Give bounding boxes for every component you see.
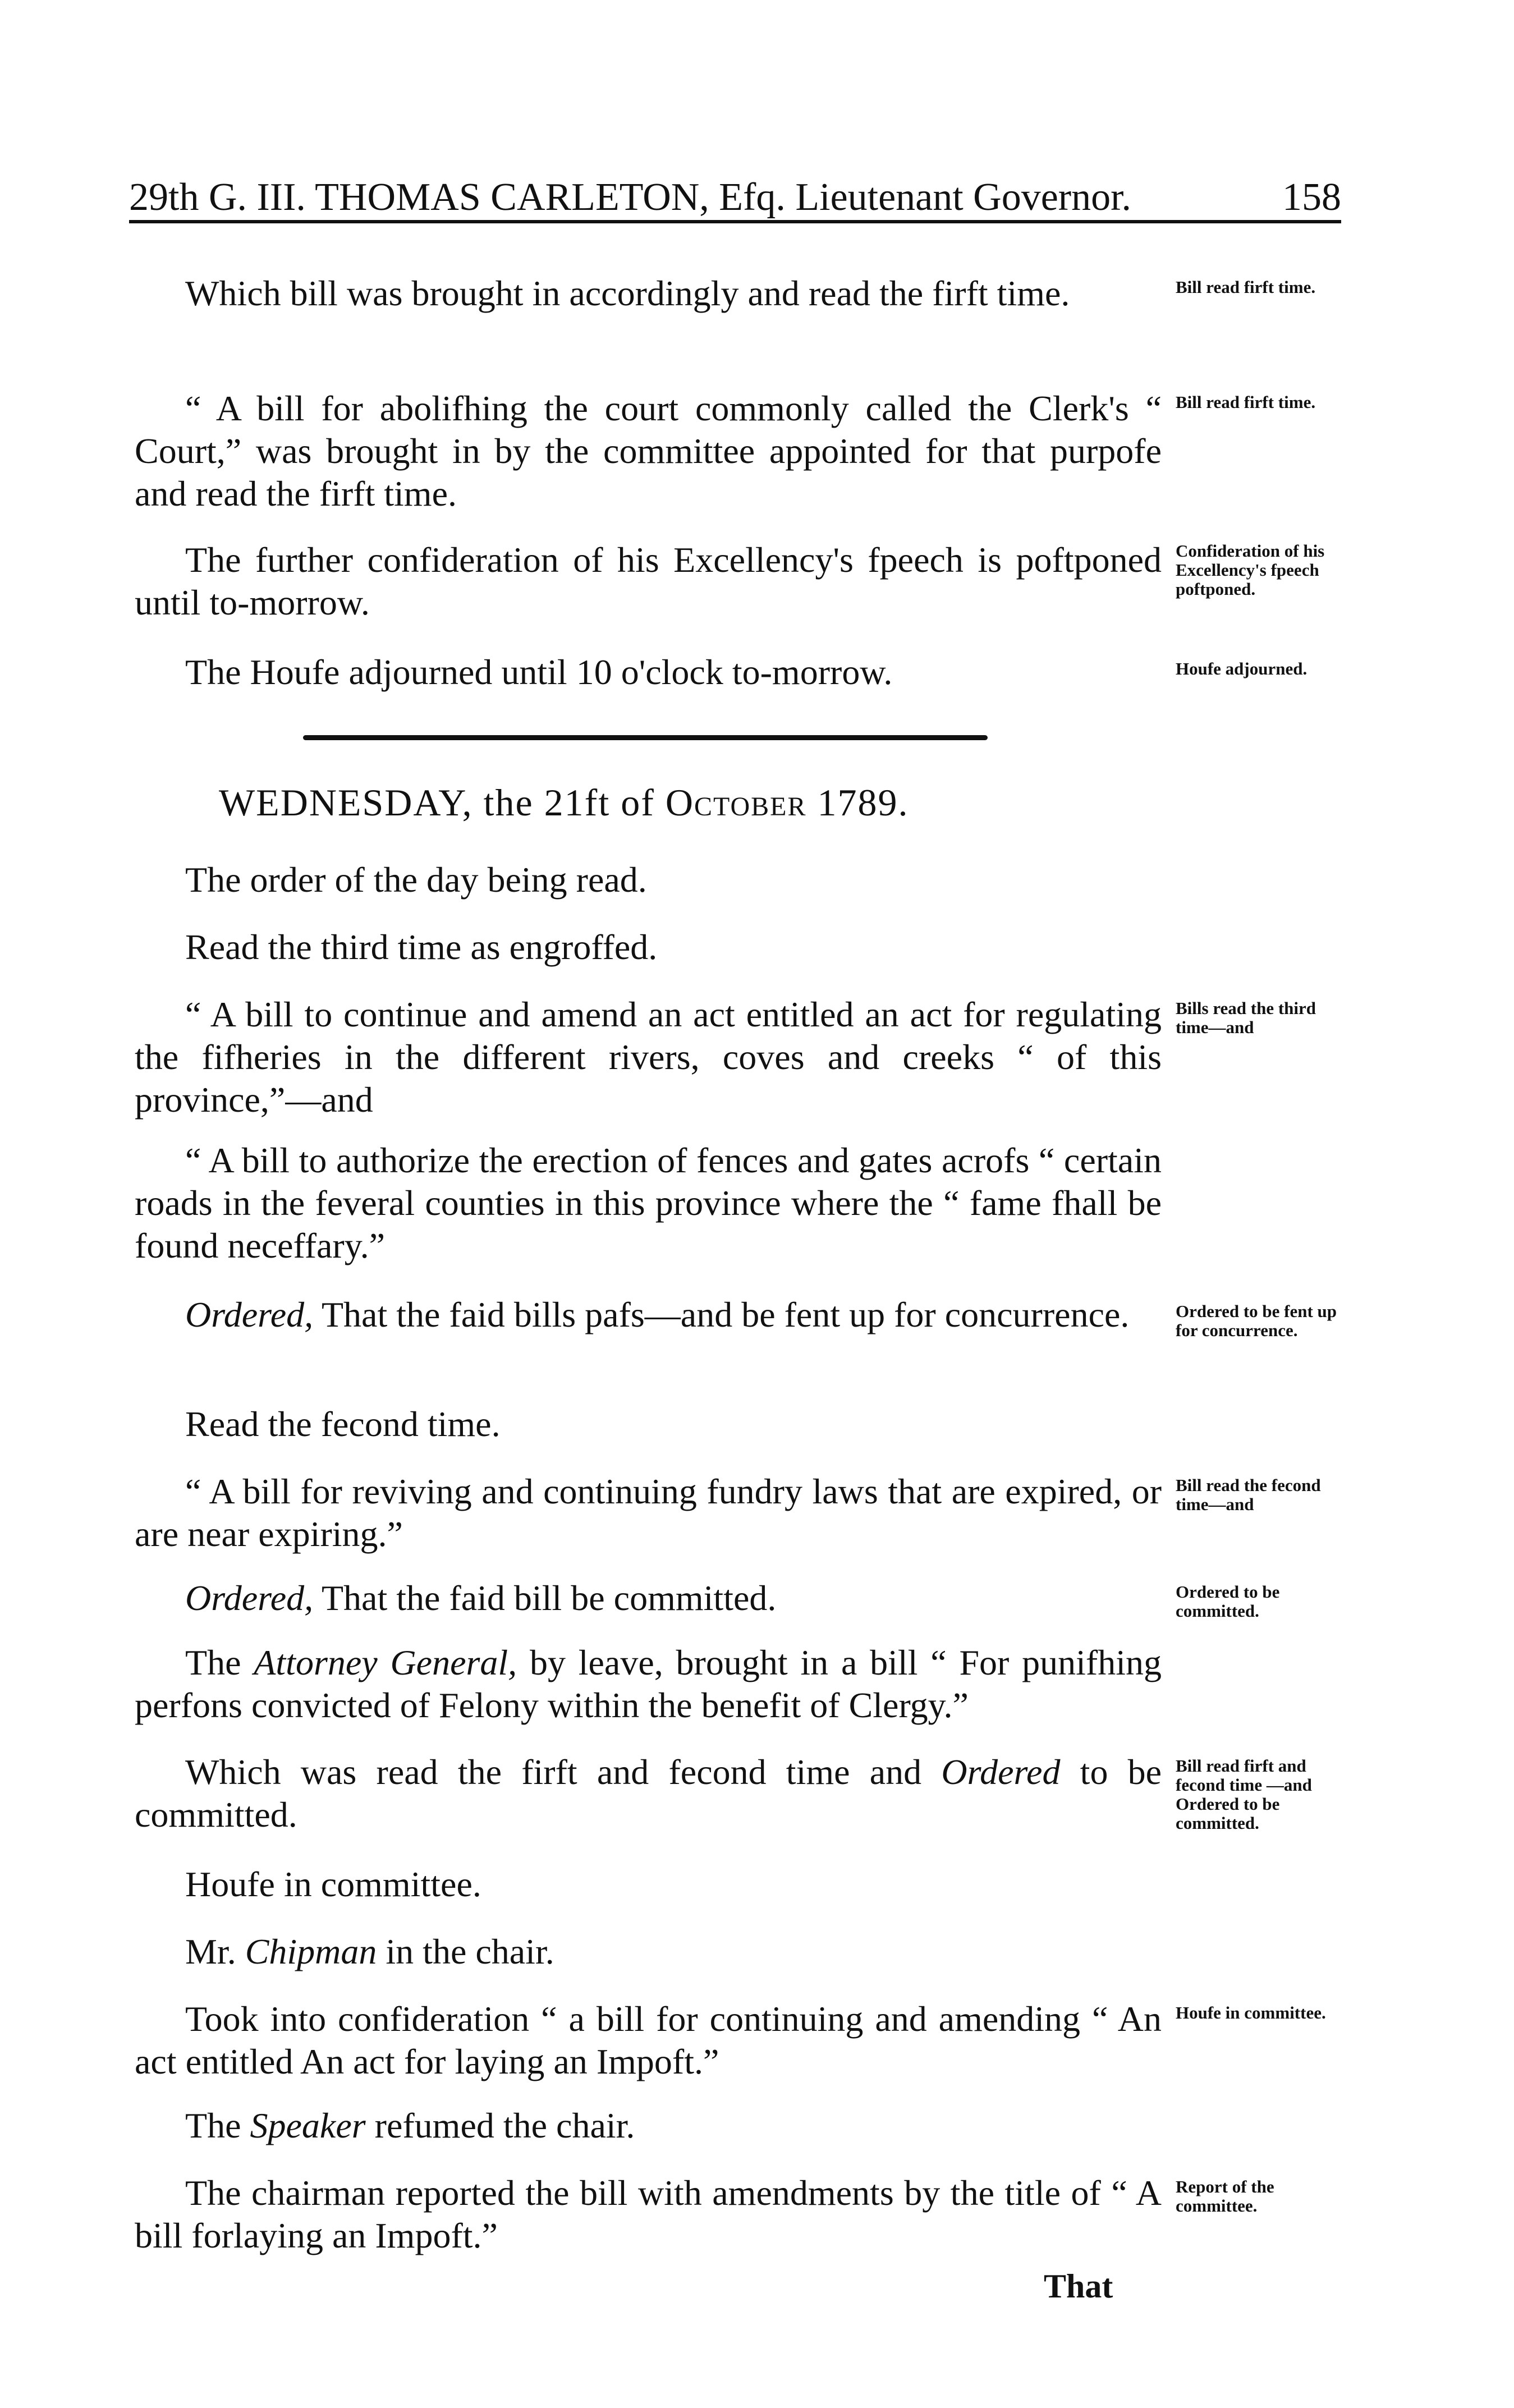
entry-11: Ordered, That the faid bill be committed. xyxy=(185,1578,777,1618)
margin-note-5: Ordered to be fent up for concurrence. xyxy=(1176,1301,1337,1340)
margin-note-1: Bill read firft time. xyxy=(1176,392,1316,412)
entry-3: The Houfe adjourned until 10 o'clock to-morrow. xyxy=(185,652,893,692)
margin-note-9: Houfe in committee. xyxy=(1176,2003,1326,2022)
margin-note-0: Bill read firft time. xyxy=(1176,277,1316,297)
margin-note-8: Bill read firft and fecond time —and Ordered to be committed. xyxy=(1176,1756,1312,1833)
header-title: 29th G. III. THOMAS CARLETON, Efq. Lieutenant Governor. xyxy=(129,176,1132,219)
margin-note-10: Report of the committee. xyxy=(1176,2177,1274,2216)
entry-8: Ordered, That the faid bills pafs—and be fent up for concurrence. xyxy=(185,1295,1130,1334)
margin-note-4: Bills read the third time—and xyxy=(1176,998,1316,1037)
entry-17: The Speaker refumed the chair. xyxy=(185,2106,635,2145)
margin-note-2: Confideration of his Excellency's fpeech poftponed. xyxy=(1176,541,1325,599)
entry-7: “ A bill to authorize the erection of fences and gates acrofs “ certain roads in the feveral counties in this province where the “ fame fhall be found neceffary.” xyxy=(135,1140,1162,1265)
entry-14: Houfe in committee. xyxy=(185,1864,481,1904)
section-divider xyxy=(303,735,988,740)
margin-note-6: Bill read the fecond time—and xyxy=(1176,1475,1321,1514)
entry-15: Mr. Chipman in the chair. xyxy=(185,1932,554,1971)
entry-0: Which bill was brought in accordingly and read the firft time. xyxy=(185,273,1070,313)
entry-12: The Attorney General, by leave, brought in a bill “ For punifhing perfons convicted of Felony within the benefit of Clergy.” xyxy=(135,1643,1162,1725)
entry-16: Took into confideration “ a bill for continuing and amending “ An act entitled An act for laying an Impoft.” xyxy=(135,1999,1162,2081)
entry-2: The further confideration of his Excellency's fpeech is poftponed until to-morrow. xyxy=(135,540,1162,622)
day-heading: WEDNESDAY, the 21ft of October 1789. xyxy=(219,781,909,824)
running-header xyxy=(129,175,1341,223)
catchword: That xyxy=(1044,2268,1113,2305)
entry-18: The chairman reported the bill with amendments by the title of “ A bill forlaying an Impoft.” xyxy=(135,2173,1162,2255)
entry-13: Which was read the firft and fecond time and Ordered to be committed. xyxy=(135,1752,1162,1834)
entry-4: The order of the day being read. xyxy=(185,860,647,900)
entry-10: “ A bill for reviving and continuing fundry laws that are expired, or are near expiring.” xyxy=(135,1471,1162,1554)
entry-6: “ A bill to continue and amend an act entitled an act for regulating the fifheries in the different rivers, coves and creeks “ of this province,”—and xyxy=(135,994,1162,1120)
entry-5: Read the third time as engroffed. xyxy=(185,927,658,967)
page-number: 158 xyxy=(1282,176,1341,219)
entry-9: Read the fecond time. xyxy=(185,1404,501,1444)
margin-note-3: Houfe adjourned. xyxy=(1176,659,1307,678)
margin-note-7: Ordered to be committed. xyxy=(1176,1582,1280,1621)
entry-1: “ A bill for abolifhing the court commonly called the Clerk's “ Court,” was brought in by the committee appointed for that purpofe and read the firft time. xyxy=(135,388,1162,513)
